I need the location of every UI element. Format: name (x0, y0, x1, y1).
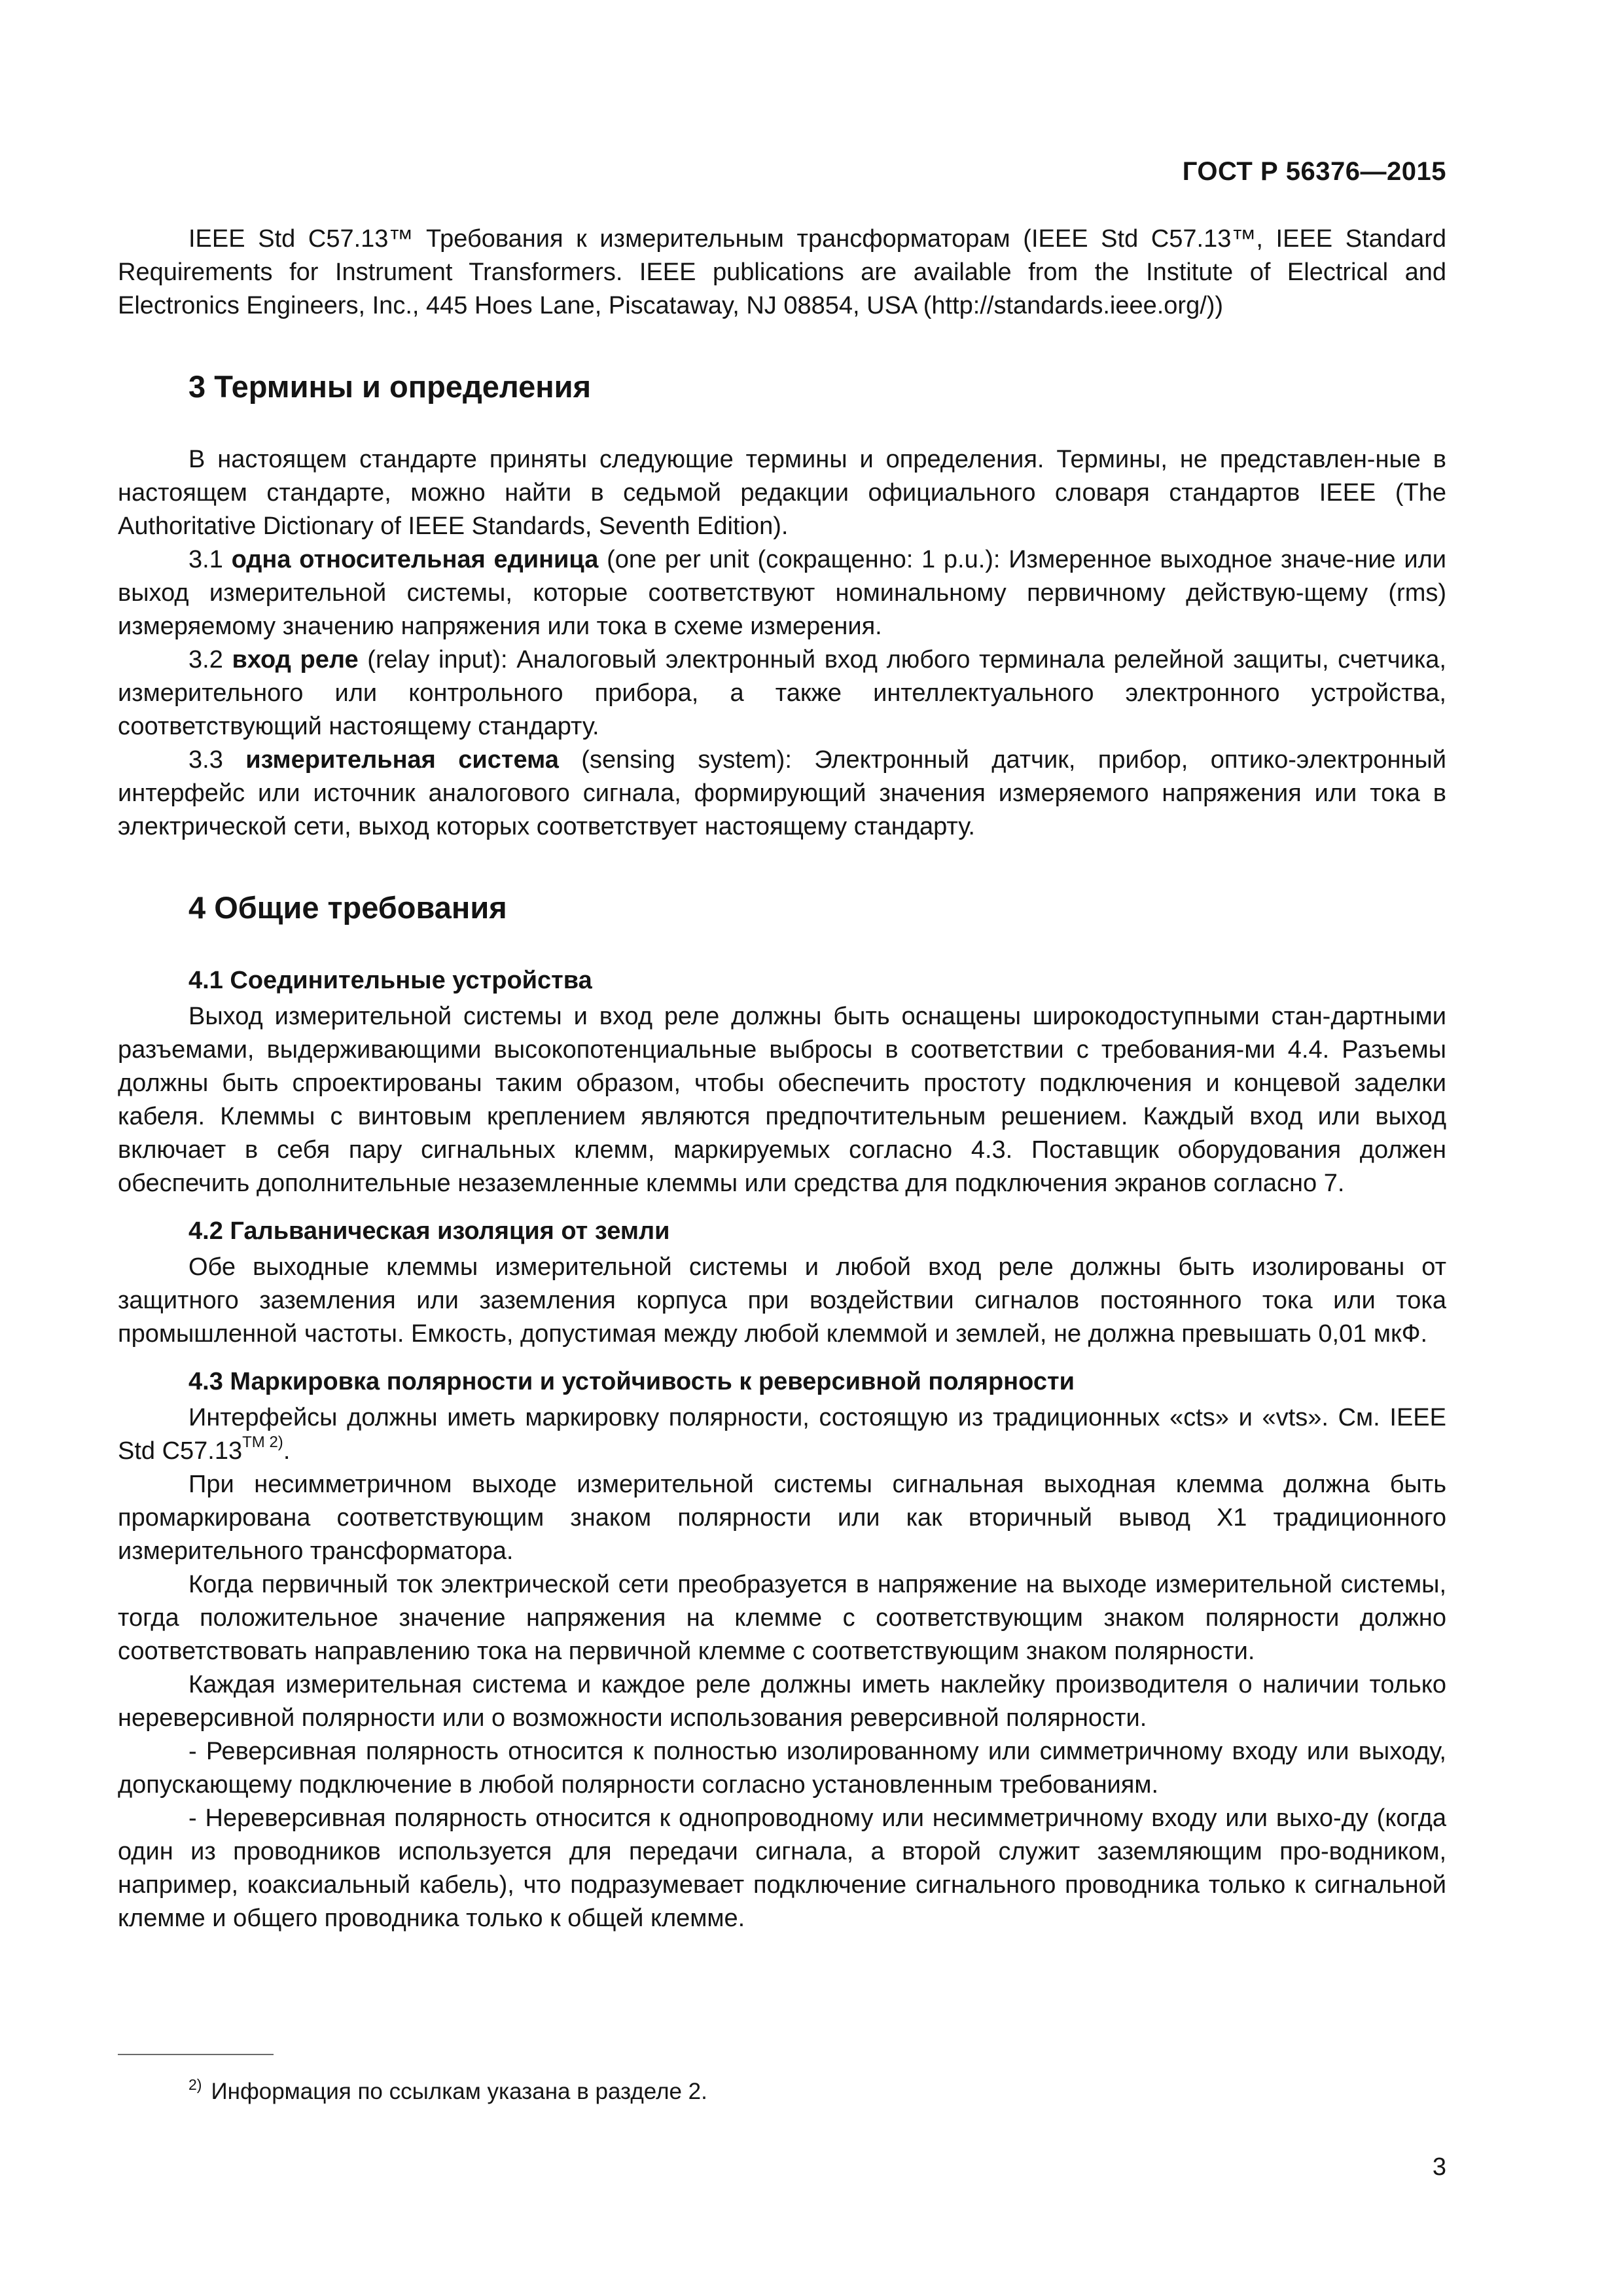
term-3-1 (118, 543, 1446, 643)
document-header: ГОСТ Р 56376—2015 (1182, 157, 1446, 186)
section-4-heading: 4 Общие требования (188, 890, 507, 925)
paragraph-text: Интерфейсы должны иметь маркировку полярности, состоящую из традиционных «cts» и «vts». См. IEEE Std C57.13 (118, 1404, 1446, 1465)
term-number: 3.3 (188, 746, 223, 774)
subsection-4-3-paragraph-1 (118, 1401, 1446, 1468)
term-3-3 (118, 744, 1446, 844)
subsection-4-3-list-item-non-reversible: - Нереверсивная полярность относится к однопроводному или несимметричному входу или выхо-ду (когда один из проводников используется для передачи сигнала, а второй служит заземляющим про-водником, например, коаксиальный кабель), что подразумевает подключение сигнального проводника только к сигнальной клемме и общего проводника только к общей клемме. (118, 1804, 1446, 1932)
paragraph-end: . (283, 1437, 291, 1465)
term-number: 3.1 (188, 546, 223, 573)
intro-reference-paragraph: IEEE Std C57.13™ Требования к измерительным трансформаторам (IEEE Std C57.13™, IEEE Standard Requirements for Instrument Transformers. IEEE publications are available from the Institute of Electrical and Electronics Engineers, Inc., 445 Hoes Lane, Piscataway, NJ 08854, USA (http://standards.ieee.org/)) (118, 225, 1446, 319)
section-3-heading: 3 Термины и определения (188, 369, 591, 404)
term-definition: (one per unit (сокращенно: 1 p.u.): Измеренное выходное значе-ние или выход измерительной системы, которые соответствуют номинальному первичному действую-щему (rms) измеряемому значению напряжения или тока в схеме измерения. (118, 546, 1446, 640)
subsection-4-1-heading: 4.1 Соединительные устройства (188, 967, 592, 994)
page-content (118, 223, 1446, 1935)
subsection-4-2-heading: 4.2 Гальваническая изоляция от земли (188, 1217, 670, 1245)
subsection-4-1-text: Выход измерительной системы и вход реле должны быть оснащены широкодоступными стан-дартными разъемами, выдерживающими высокопотенциальные выбросы в соответствии с требования-ми 4.4. Разъемы должны быть спроектированы таким образом, чтобы обеспечить простоту подключения и концевой заделки кабеля. Клеммы с винтовым креплением являются предпочтительным решением. Каждый вход или выход включает в себя пару сигнальных клемм, маркируемых согласно 4.3. Поставщик оборудования должен обеспечить дополнительные незаземленные клеммы или средства для подключения экранов согласно 7. (118, 1003, 1446, 1197)
footnote (188, 2077, 707, 2108)
footnote-separator (118, 2054, 274, 2055)
term-name: вход реле (232, 646, 359, 673)
subsection-4-3-list-item-reversible: - Реверсивная полярность относится к полностью изолированному или симметричному входу или выходу, допускающему подключение в любой полярности согласно установленным требованиям. (118, 1738, 1446, 1799)
subsection-4-3-paragraph-3: Когда первичный ток электрической сети преобразуется в напряжение на выходе измерительной системы, тогда положительное значение напряжения на клемме с соответствующим знаком полярности должно соответствовать направлению тока на первичной клемме с соответствующим знаком полярности. (118, 1571, 1446, 1665)
section-3-intro: В настоящем стандарте приняты следующие термины и определения. Термины, не представлен-ные в настоящем стандарте, можно найти в седьмой редакции официального словаря стандартов IEEE (The Authoritative Dictionary of IEEE Standards, Seventh Edition). (118, 446, 1446, 540)
footnote-mark: 2) (188, 2076, 202, 2093)
subsection-4-3-heading: 4.3 Маркировка полярности и устойчивость к реверсивной полярности (188, 1368, 1075, 1395)
term-name: измерительная система (245, 746, 559, 774)
page-number: 3 (1432, 2153, 1446, 2181)
term-3-2 (118, 643, 1446, 744)
term-number: 3.2 (188, 646, 223, 673)
term-definition: (sensing system): Электронный датчик, прибор, оптико-электронный интерфейс или источник аналогового сигнала, формирующий значения измеряемого напряжения или тока в электрической сети, выход которых соответствует настоящему стандарту. (118, 746, 1446, 840)
subsection-4-3-paragraph-4: Каждая измерительная система и каждое реле должны иметь наклейку производителя о наличии только нереверсивной полярности или о возможности использования реверсивной полярности. (118, 1671, 1446, 1732)
footnote-text: Информация по ссылкам указана в разделе 2. (211, 2079, 707, 2104)
term-definition: (relay input): Аналоговый электронный вход любого терминала релейной защиты, счетчика, измерительного или контрольного прибора, а также интеллектуального электронного устройства, соответствующий настоящему стандарту. (118, 646, 1446, 740)
subsection-4-3-paragraph-2: При несимметричном выходе измерительной системы сигнальная выходная клемма должна быть промаркирована соответствующим знаком полярности или как вторичный вывод Х1 традиционного измерительного трансформатора. (118, 1471, 1446, 1565)
term-name: одна относительная единица (231, 546, 599, 573)
subsection-4-2-text: Обе выходные клеммы измерительной системы и любой вход реле должны быть изолированы от защитного заземления или заземления корпуса при воздействии сигналов постоянного тока или тока промышленной частоты. Емкость, допустимая между любой клеммой и землей, не должна превышать 0,01 мкФ. (118, 1253, 1446, 1348)
footnote-reference: TM 2) (242, 1433, 283, 1452)
